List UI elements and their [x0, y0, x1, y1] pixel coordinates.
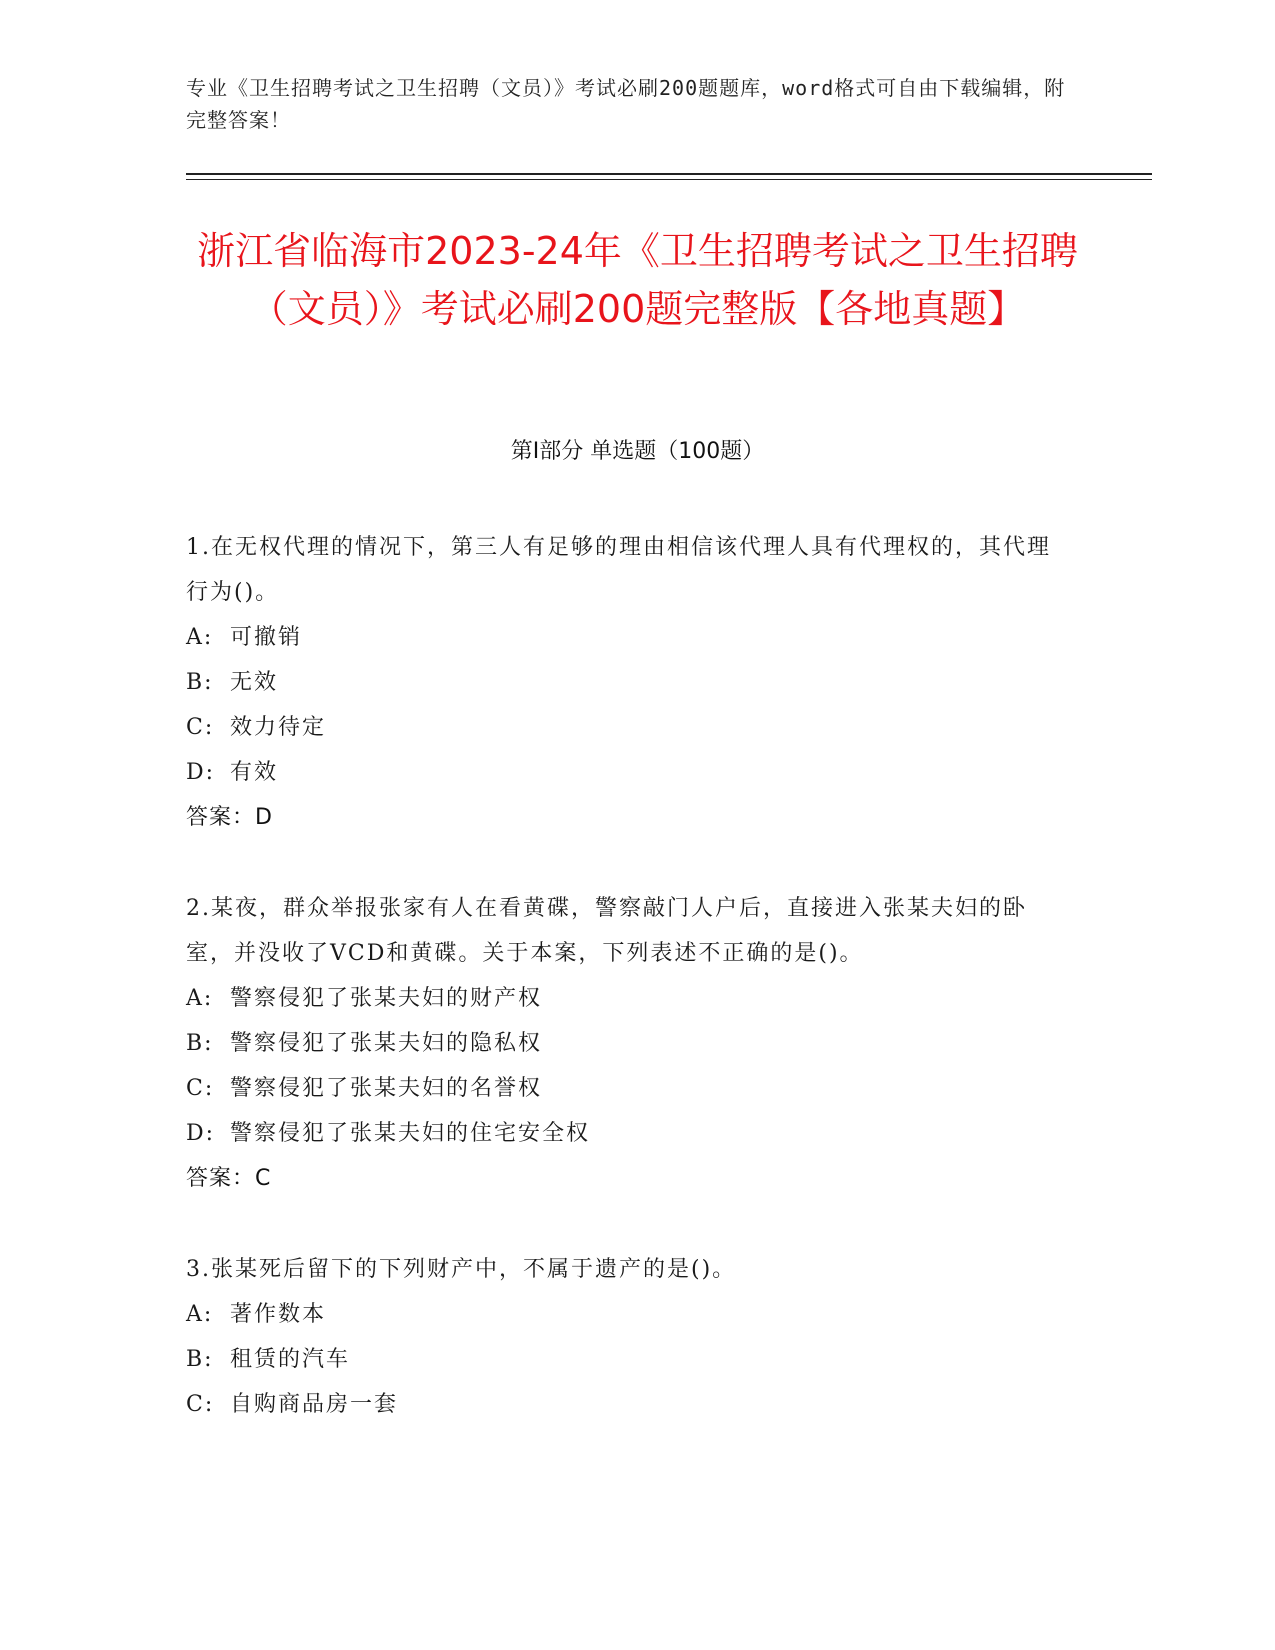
- option-key: A:: [186, 625, 214, 650]
- question-stem: 2.某夜，群众举报张家有人在看黄碟，警察敲门人户后，直接进入张某夫妇的卧室，并没收了VCD和黄碟。关于本案，下列表述不正确的是()。: [186, 896, 1027, 966]
- option-c: [186, 1066, 1066, 1111]
- question-spacer: [186, 840, 1066, 886]
- option-text: 有效: [230, 760, 279, 785]
- header-note: 专业《卫生招聘考试之卫生招聘（文员）》考试必刷200题题库，word格式可自由下载编辑，附完整答案！: [186, 76, 1066, 132]
- option-text: 自购商品房一套: [230, 1392, 399, 1417]
- document-title: 浙江省临海市2023-24年《卫生招聘考试之卫生招聘（文员）》考试必刷200题完整版【各地真题】: [197, 229, 1078, 331]
- option-a: [186, 976, 1066, 1021]
- option-key: C:: [186, 715, 215, 740]
- question-1: [186, 525, 1066, 840]
- option-text: 著作数本: [230, 1302, 327, 1327]
- option-c: [186, 705, 1066, 750]
- option-text: 警察侵犯了张某夫妇的名誉权: [230, 1076, 543, 1101]
- option-key: B:: [186, 1347, 214, 1372]
- option-key: A:: [186, 986, 214, 1011]
- option-key: B:: [186, 1031, 214, 1056]
- question-3: [186, 1247, 1066, 1427]
- answer-line: 答案：C: [186, 1166, 272, 1191]
- option-text: 警察侵犯了张某夫妇的财产权: [230, 986, 543, 1011]
- option-b: [186, 1337, 1066, 1382]
- option-text: 租赁的汽车: [230, 1347, 351, 1372]
- question-stem: 1.在无权代理的情况下，第三人有足够的理由相信该代理人具有代理权的，其代理行为()。: [186, 535, 1051, 605]
- answer-line: 答案：D: [186, 805, 273, 830]
- option-text: 警察侵犯了张某夫妇的隐私权: [230, 1031, 543, 1056]
- option-text: 可撤销: [230, 625, 303, 650]
- option-a: [186, 615, 1066, 660]
- option-a: [186, 1292, 1066, 1337]
- option-d: [186, 1111, 1066, 1156]
- option-key: D:: [186, 1121, 216, 1146]
- option-key: D:: [186, 760, 216, 785]
- option-key: C:: [186, 1076, 215, 1101]
- option-key: B:: [186, 670, 214, 695]
- question-spacer: [186, 1201, 1066, 1247]
- option-text: 效力待定: [230, 715, 327, 740]
- section-heading: 第Ⅰ部分 单选题（100题）: [510, 439, 765, 464]
- option-b: [186, 660, 1066, 705]
- question-2: [186, 886, 1066, 1201]
- question-stem: 3.张某死后留下的下列财产中，不属于遗产的是()。: [186, 1257, 737, 1282]
- option-key: A:: [186, 1302, 214, 1327]
- option-text: 警察侵犯了张某夫妇的住宅安全权: [230, 1121, 591, 1146]
- option-key: C:: [186, 1392, 215, 1417]
- option-c: [186, 1382, 1066, 1427]
- option-b: [186, 1021, 1066, 1066]
- question-list: [186, 525, 1066, 1427]
- header-divider-thin: [186, 179, 1152, 180]
- option-d: [186, 750, 1066, 795]
- option-text: 无效: [230, 670, 279, 695]
- header-divider-thick: [186, 173, 1152, 175]
